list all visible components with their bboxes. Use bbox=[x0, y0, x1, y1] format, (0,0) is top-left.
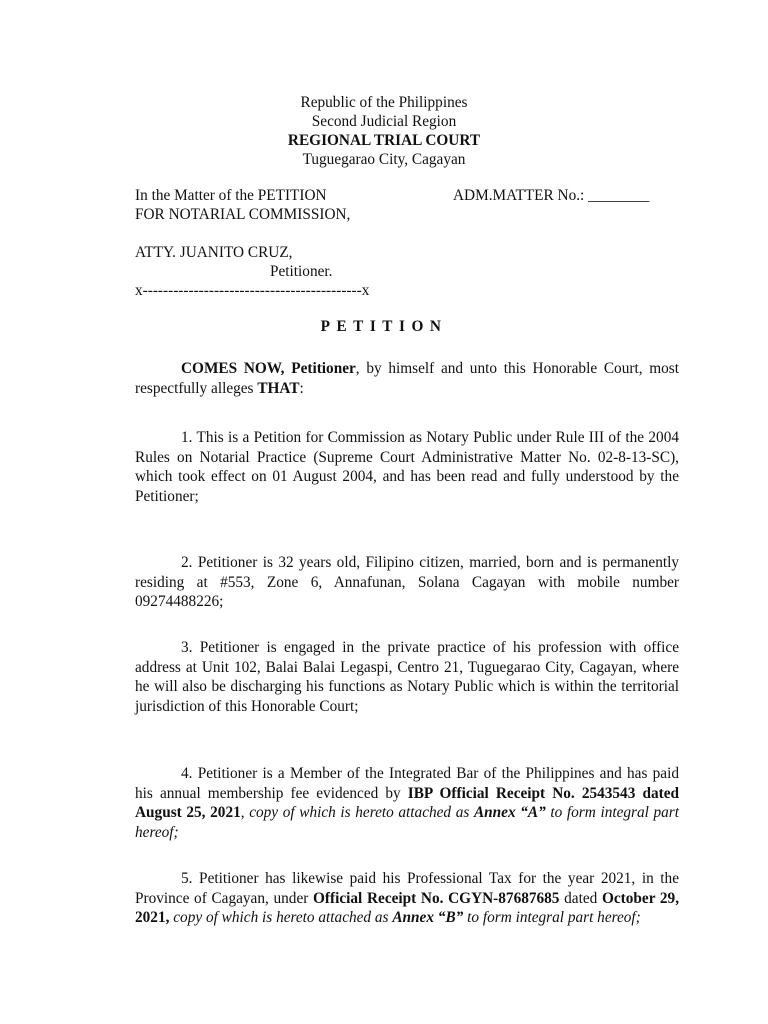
caption-adm-matter: ADM.MATTER No.: ________ bbox=[453, 187, 650, 204]
paragraph-1: 1. This is a Petition for Commission as Notary Public under Rule III of the 2004 Rules on Notarial Practice (Supreme Court Administrative Matter No. 02-8-13-SC), which took effect on 01 August 2004, and has been read and fully understood by the Petitioner; bbox=[135, 429, 679, 505]
caption-petitioner-name: ATTY. JUANITO CRUZ, bbox=[135, 244, 293, 261]
paragraph-5 bbox=[135, 869, 679, 928]
p4-comma: , bbox=[240, 804, 250, 821]
intro-text-2: , by himself and unto this Honorable Court, most respectfully alleges bbox=[135, 360, 679, 397]
p4-italic-b: to form integral part hereof; bbox=[135, 804, 680, 841]
p5-text-a: 5. Petitioner has likewise paid his Professional Tax for the year 2021, in the Province of Cagayan, under bbox=[135, 870, 679, 907]
caption-separator: x-------------------------------------------x bbox=[135, 282, 370, 299]
p4-italic-a: copy of which is hereto attached as bbox=[249, 804, 474, 821]
intro-petitioner: Petitioner bbox=[291, 360, 356, 377]
paragraph-2: 2. Petitioner is 32 years old, Filipino citizen, married, born and is permanently residing at #553, Zone 6, Annafunan, Solana Cagayan with mobile number 09274488226; bbox=[135, 554, 679, 610]
p5-italic-a: copy of which is hereto attached as bbox=[173, 909, 393, 926]
p5-receipt: Official Receipt No. CGYN-87687685 bbox=[313, 889, 560, 907]
p5-annex: Annex “B” bbox=[392, 909, 464, 926]
p5-date: October 29, 2021, bbox=[135, 889, 680, 926]
header-court: REGIONAL TRIAL COURT bbox=[287, 132, 481, 149]
paragraph-4 bbox=[135, 764, 679, 842]
p5-text-b: dated bbox=[559, 889, 602, 907]
intro-paragraph bbox=[135, 359, 679, 398]
paragraph-3: 3. Petitioner is engaged in the private practice of his profession with office address at Unit 102, Balai Balai Legaspi, Centro 21, Tuguegarao City, Cagayan, where he will also be discharging his functions as Notary Public which is within the territorial jurisdiction of this Honorable Court; bbox=[135, 639, 679, 715]
p4-annex: Annex “A” bbox=[473, 804, 546, 821]
header-republic: Republic of the Philippines bbox=[300, 94, 468, 111]
p4-text-a: 4. Petitioner is a Member of the Integrated Bar of the Philippines and has paid his annual membership fee evidenced by bbox=[135, 765, 679, 802]
intro-colon: : bbox=[299, 379, 304, 397]
caption-petitioner-role: Petitioner. bbox=[270, 263, 333, 280]
header-region: Second Judicial Region bbox=[311, 113, 457, 130]
intro-comes-now: COMES NOW, bbox=[181, 360, 292, 377]
p4-receipt: IBP Official Receipt No. 2543543 dated August 25, 2021 bbox=[135, 784, 679, 821]
document-title: PETITION bbox=[320, 318, 448, 335]
caption-matter-line1: In the Matter of the PETITION bbox=[135, 187, 327, 204]
header-city: Tuguegarao City, Cagayan bbox=[302, 151, 466, 168]
caption-matter-line2: FOR NOTARIAL COMMISSION, bbox=[135, 206, 351, 223]
p5-italic-b: to form integral part hereof; bbox=[463, 909, 641, 926]
intro-that: THAT bbox=[257, 379, 300, 397]
